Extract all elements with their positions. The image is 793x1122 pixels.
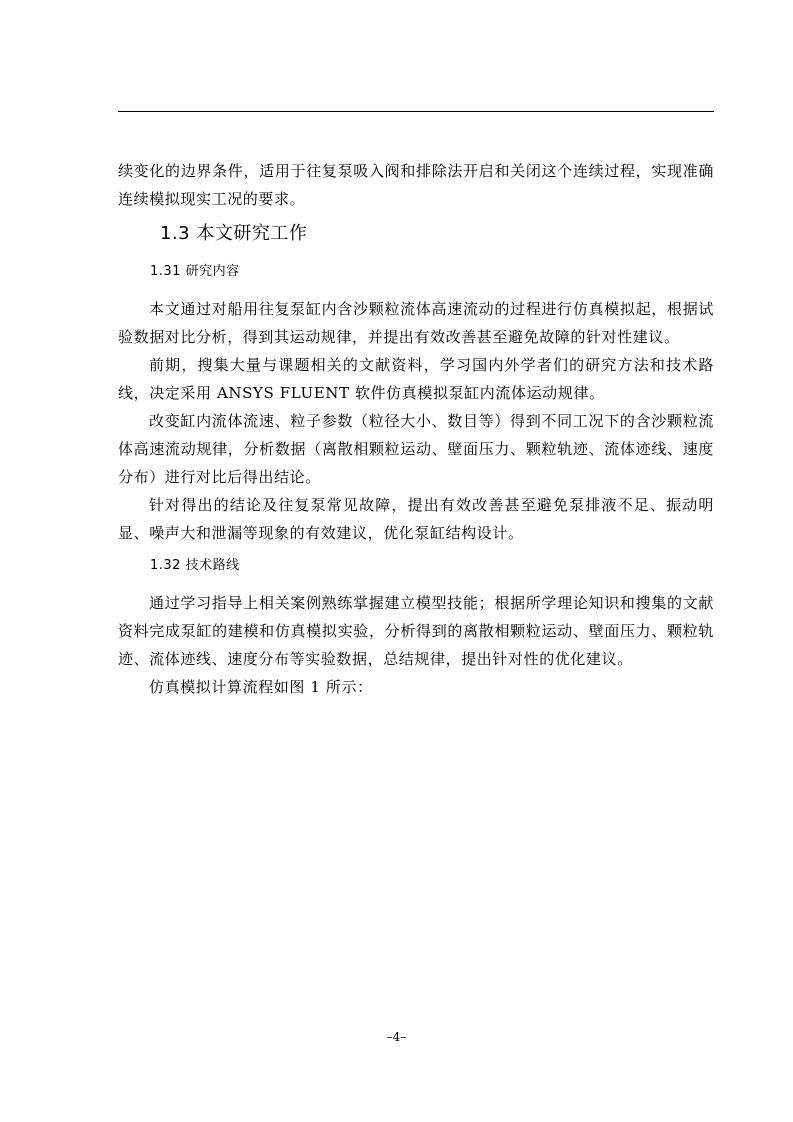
research-paragraph-4: 针对得出的结论及往复泵常见故障，提出有效改善甚至避免泵排液不足、振动明显、噪声大和泄漏等现象的有效建议，优化泵缸结构设计。 xyxy=(118,496,714,542)
subsection-heading-1-32: 1.32 技术路线 xyxy=(150,558,240,573)
research-paragraph-2: 前期，搜集大量与课题相关的文献资料，学习国内外学者们的研究方法和技术路线，决定采用 ANSYS FLUENT 软件仿真模拟泵缸内流体运动规律。 xyxy=(118,356,714,402)
technical-route-paragraph-1: 通过学习指导上相关案例熟练掌握建立模型技能；根据所学理论知识和搜集的文献资料完成泵缸的建模和仿真模拟实验，分析得到的离散相颗粒运动、壁面压力、颗粒轨迹、流体迹线、速度分布等实验数据，总结规律，提出针对性的优化建议。 xyxy=(118,594,714,668)
continuation-paragraph: 续变化的边界条件，适用于往复泵吸入阀和排除法开启和关闭这个连续过程，实现准确连续模拟现实工况的要求。 xyxy=(118,162,714,208)
section-heading-1-3: 1.3 本文研究工作 xyxy=(160,223,308,244)
page-body xyxy=(118,157,714,701)
page-number: –4– xyxy=(386,1030,407,1044)
technical-route-paragraph-2: 仿真模拟计算流程如图 1 所示： xyxy=(149,678,373,696)
research-paragraph-1: 本文通过对船用往复泵缸内含沙颗粒流体高速流动的过程进行仿真模拟起，根据试验数据对比分析，得到其运动规律，并提出有效改善甚至避免故障的针对性建议。 xyxy=(118,300,714,346)
subsection-heading-1-31: 1.31 研究内容 xyxy=(150,264,240,279)
header-rule xyxy=(118,111,714,112)
research-paragraph-3: 改变缸内流体流速、粒子参数（粒径大小、数目等）得到不同工况下的含沙颗粒流体高速流动规律，分析数据（离散相颗粒运动、壁面压力、颗粒轨迹、流体迹线、速度分布）进行对比后得出结论。 xyxy=(118,412,714,486)
